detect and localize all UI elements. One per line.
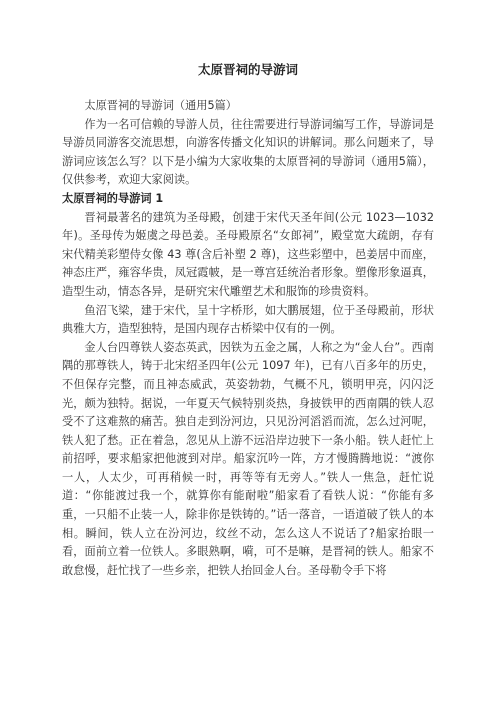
section-paragraph-yuzhao: 鱼沼飞梁，建于宋代，呈十字桥形，如大鹏展翅，位于圣母殿前，形状典雅大方，造型独特，是国内现存古桥梁中仅有的一例。: [62, 303, 434, 336]
document-title: 太原晋祠的导游词: [197, 62, 298, 77]
section-paragraph-shengmudian: 晋祠最著名的建筑为圣母殿，创建于宋代天圣年间(公元 1023—1032 年)。圣母传为姬虞之母邑姜。圣母殿原名“女郎祠”，殿堂宽大疏朗，存有宋代精美彩塑侍女像 43 尊(含后补塑 2 尊)，这些彩塑中，邑姜居中而座，神态庄严，雍容华贵，凤冠霞帔，是一尊宫廷统治者形象。塑像形象逼真，造型生动，情态各异，是研究宋代雕塑艺术和服饰的珍贵资料。: [62, 210, 434, 298]
intro-paragraph: 作为一名可信赖的导游人员，往往需要进行导游词编写工作，导游词是导游员同游客交流思想，向游客传播文化知识的讲解词。那么问题来了，导游词应该怎么写？以下是小编为大家收集的太原晋祠的导游词（通用5篇），仅供参考，欢迎大家阅读。: [62, 117, 434, 187]
section-heading: 太原晋祠的导游词 1: [62, 191, 164, 205]
section-paragraph-jinrentai: 金人台四尊铁人姿态英武，因铁为五金之属，人称之为“金人台”。西南隅的那尊铁人，铸于北宋绍圣四年(公元 1097 年)，已有八百多年的历史，不但保存完整，而且神态威武，英姿勃勃，气概不凡，锁明甲亮，闪闪泛光，颇为独特。据说，一年夏天气候特别炎热，身披铁甲的西南隅的铁人忍受不了这难熬的痛苦。独自走到汾河边，只见汾河滔滔而流，怎么过河呢，铁人犯了愁。正在着急，忽见从上游不远沿岸边驶下一条小船。铁人赶忙上前招呼，要求船家把他渡到对岸。船家沉吟一阵，方才慢腾腾地说：“渡你一人，人太少，可再稍候一时，再等等有无旁人。”铁人一焦急，赶忙说道：“你能渡过我一个，就算你有能耐啦”船家看了看铁人说：“你能有多重，一只船不止装一人，除非你是铁铸的。”话一落音，一语道破了铁人的本相。瞬间，铁人立在汾河边，纹丝不动，怎么这人不说话了?船家抬眼一看，面前立着一位铁人。多眼熟啊，嗬，可不是嘛，是晋祠的铁人。船家不敢怠慢，赶忙找了一些乡亲，把铁人抬回金人台。圣母勒令手下将: [62, 340, 434, 577]
intro-subtitle: 太原晋祠的导游词（通用5篇）: [84, 99, 237, 112]
